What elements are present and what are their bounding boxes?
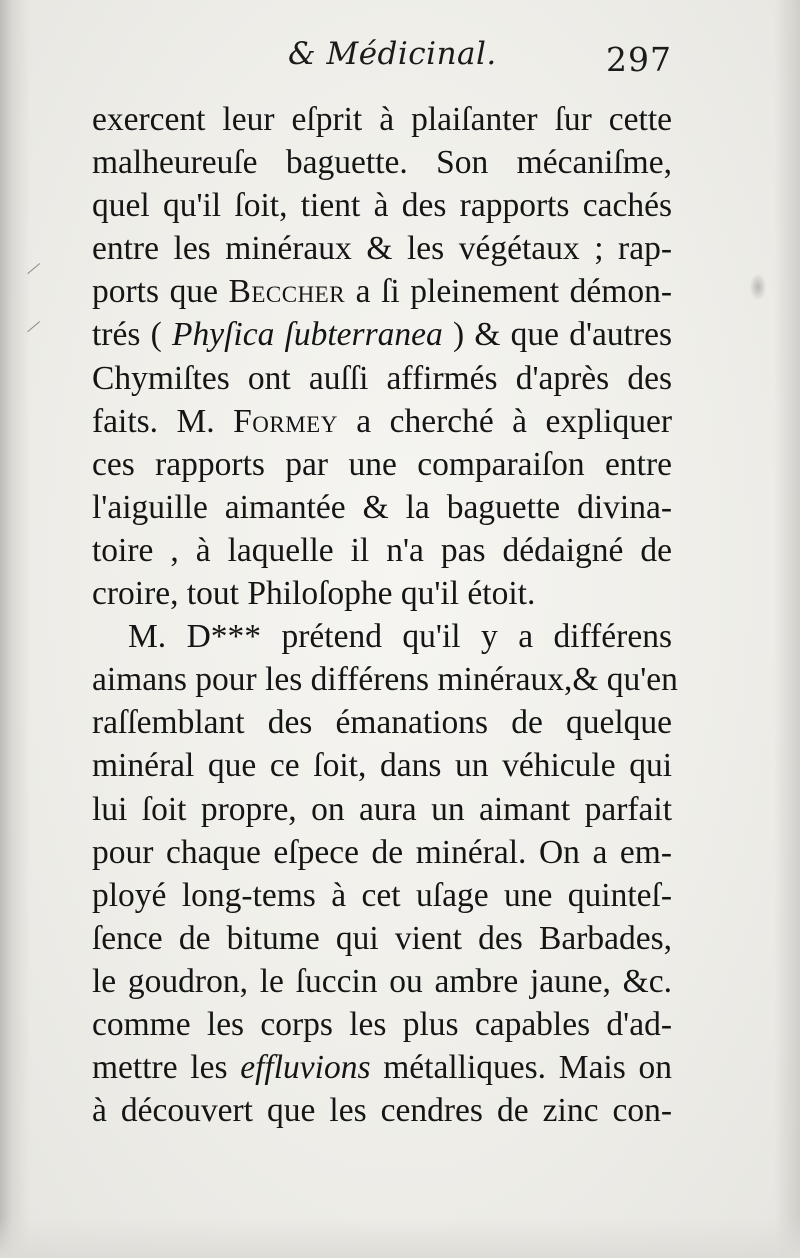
- paragraph-start-line: M. D*** prétend qu'il y a différens: [128, 618, 672, 656]
- author-name-beccher: Beccher: [228, 273, 346, 311]
- text-line: ployé long-tems à cet uſage une quinteſ-: [92, 876, 672, 914]
- text-line: toire , à laquelle il n'a pas dédaigné de: [92, 531, 672, 569]
- text-line: à découvert que les cendres de zinc con-: [92, 1092, 672, 1130]
- running-title: & Médicinal.: [288, 36, 497, 72]
- text-line: trés ( Phyſica ſubterranea ) & que d'autres: [92, 316, 673, 354]
- text-line: malheureuſe baguette. Son mécaniſme,: [92, 144, 672, 182]
- text-line: ſence de bitume qui vient des Barbades,: [92, 919, 672, 957]
- text-line: entre les minéraux & les végétaux ; rap-: [92, 230, 672, 268]
- text-line: ces rapports par une comparaiſon entre: [92, 445, 672, 483]
- ink-blot: [750, 274, 766, 300]
- page-header: [92, 34, 680, 94]
- text-line: lui ſoit propre, on aura un aimant parfait: [92, 790, 672, 828]
- text-line: ports que Beccher a ſi pleinement démon-: [92, 273, 672, 311]
- text-line: comme les corps les plus capables d'ad-: [92, 1005, 672, 1043]
- text-line: mettre les effluvions métalliques. Mais on: [92, 1049, 673, 1087]
- book-title-physica: Phyſica ſubterranea: [172, 316, 443, 354]
- page-edge-shadow: [774, 0, 800, 1258]
- page-bottom-shadow: [0, 1218, 800, 1258]
- term-effluvions: effluvions: [240, 1049, 371, 1087]
- text-line: l'aiguille aimantée & la baguette divina-: [92, 488, 672, 526]
- text-line: exercent leur eſprit à plaiſanter ſur cette: [92, 101, 672, 138]
- author-name-formey: Formey: [233, 402, 338, 440]
- page-gutter-shadow: [0, 0, 30, 1258]
- text-line: pour chaque eſpece de minéral. On a em-: [92, 833, 672, 871]
- text-line: raſſemblant des émanations de quelque: [92, 704, 672, 742]
- page-number: 297: [606, 40, 672, 79]
- text-line: croire, tout Philoſophe qu'il étoit.: [92, 575, 536, 613]
- text-line: faits. M. Formey a cherché à expliquer: [92, 402, 672, 440]
- text-line: quel qu'il ſoit, tient à des rapports cachés: [92, 187, 672, 225]
- body-text: [92, 98, 678, 1132]
- text-line: Chymiſtes ont auſſi affirmés d'après des: [92, 359, 672, 397]
- text-line: aimans pour les différens minéraux,& qu'en: [92, 661, 678, 699]
- text-line: le goudron, le ſuccin ou ambre jaune, &c.: [92, 962, 672, 1000]
- text-line: minéral que ce ſoit, dans un véhicule qui: [92, 747, 672, 785]
